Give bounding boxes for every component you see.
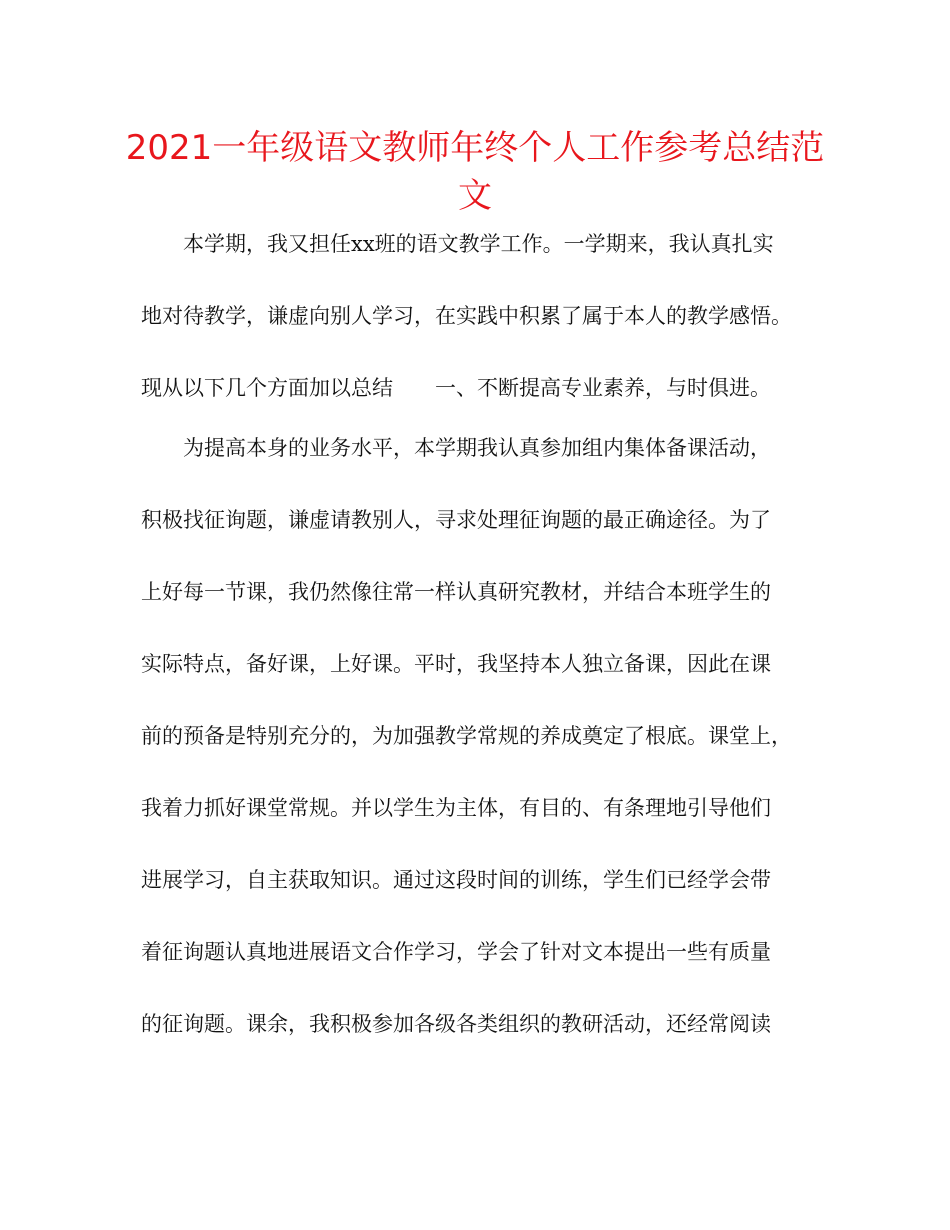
body-line: 的征询题。课余，我积极参加各级各类组织的教研活动，还经常阅读	[141, 1012, 771, 1036]
body-line: 前的预备是特别充分的，为加强教学常规的养成奠定了根底。课堂上，	[141, 724, 792, 748]
body-line: 上好每一节课，我仍然像往常一样认真研究教材，并结合本班学生的	[141, 580, 771, 604]
body-line: 我着力抓好课堂常规。并以学生为主体，有目的、有条理地引导他们	[141, 796, 771, 820]
body-line: 本学期，我又担任xx班的语文教学工作。一学期来，我认真扎实	[183, 232, 774, 256]
body-line: 积极找征询题，谦虚请教别人，寻求处理征询题的最正确途径。为了	[141, 508, 771, 532]
body-line: 着征询题认真地进展语文合作学习，学会了针对文本提出一些有质量	[141, 940, 771, 964]
body-line: 为提高本身的业务水平，本学期我认真参加组内集体备课活动，	[183, 436, 771, 460]
body-line: 地对待教学，谦虚向别人学习，在实践中积累了属于本人的教学感悟。	[141, 304, 792, 328]
body-line: 实际特点，备好课，上好课。平时，我坚持本人独立备课，因此在课	[141, 652, 771, 676]
document-title: 2021一年级语文教师年终个人工作参考总结范文	[125, 128, 825, 216]
body-line: 进展学习，自主获取知识。通过这段时间的训练，学生们已经学会带	[141, 868, 771, 892]
body-line: 现从以下几个方面加以总结 一、不断提高专业素养，与时俱进。	[141, 376, 771, 400]
